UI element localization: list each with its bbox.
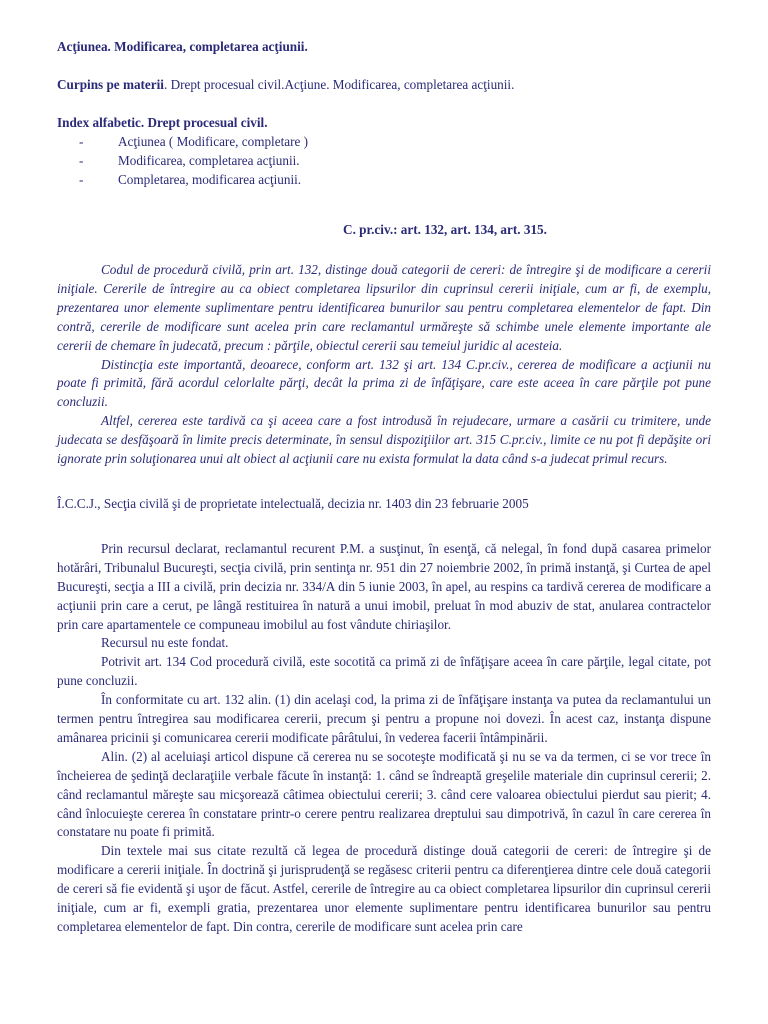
- legal-reference: C. pr.civ.: art. 132, art. 134, art. 315.: [343, 222, 547, 237]
- index-item: [57, 132, 711, 151]
- cuprins-line: [57, 76, 711, 94]
- body-paragraph: În conformitate cu art. 132 alin. (1) din acelaşi cod, la prima zi de înfăţişare instanţa va putea da reclamantului un termen pentru întregirea sau modificarea cererii, precum şi pentru a propune noi dovezi. În acest caz, instanţa dispune amânarea pricinii şi comunicarea cererii modificate pârâtului, în vederea facerii întâmpinării.: [57, 692, 711, 745]
- index-text: Modificarea, completarea acţiunii.: [118, 153, 300, 168]
- index-dash: -: [79, 172, 84, 187]
- cuprins-label: Curpins pe materii: [57, 77, 164, 92]
- body-paragraph: Prin recursul declarat, reclamantul recurent P.M. a susţinut, în esenţă, că nelegal, în fond după casarea primelor hotărâri, Tribunalul Bucureşti, secţia civilă, prin sentinţa nr. 951 din 27 noiembrie 2002, în primă instanţă, şi Curtea de apel Bucureşti, secţia a III a civilă, prin decizia nr. 334/A din 5 iunie 2003, în apel, au respins ca tardivă cererea de modificare a acţiunii prin care a cerut, pe lângă restituirea în natură a unui imobil, preluat în mod abuziv de stat, anularea contractelor prin care apartamentele ce compuneau imobilul au fost vândute chiriaşilor.: [57, 540, 711, 632]
- body-paragraph: Potrivit art. 134 Cod procedură civilă, este socotită ca primă zi de înfăţişare aceea în care părţile, legal citate, pot pune concluzii.: [57, 654, 711, 689]
- body-paragraph: Din textele mai sus citate rezultă că legea de procedură distinge două categorii de cereri: de întregire şi de modificare a cererii iniţiale. În doctrină şi jurisprudenţă se regăsesc criterii pentru ca diferenţierea dintre cele două categorii de cereri să fie evidentă şi uşor de făcut. Astfel, cererile de întregire au ca obiect completarea lipsurilor din cuprinsul cererii iniţiale, cum ar fi, exempli gratia, prezentarea unor elemente suplimentare pentru identificarea bunurilor sau pentru completarea elementelor de fapt. Din contra, cererile de modificare sunt acelea prin care: [57, 843, 711, 934]
- index-text: Acţiunea ( Modificare, completare ): [118, 134, 309, 149]
- index-dash: -: [79, 153, 84, 168]
- summary-paragraph: Altfel, cererea este tardivă ca şi aceea care a fost introdusă în rejudecare, urmare a casării cu trimitere, unde judecata se desfăşoară în limite precis determinate, în sensul dispoziţiilor art. 315 C.pr.civ., limite ce nu pot fi depăşite ori ignorate prin soluţionarea unui alt obiect al acţiunii care nu exista formulat la data când s-a judecat primul recurs.: [57, 413, 711, 467]
- index-dash: -: [79, 134, 84, 149]
- index-item: [57, 151, 711, 170]
- index-item: [57, 170, 711, 189]
- body-paragraph: Recursul nu este fondat.: [101, 635, 229, 651]
- summary-paragraph: Codul de procedură civilă, prin art. 132, distinge două categorii de cereri: de întregire şi de modificare a cererii iniţiale. Cererile de întregire au ca obiect completarea lipsurilor din cuprinsul cererii iniţiale, cum ar fi, de exemplu, prezentarea unor elemente suplimentare pentru identificarea bunurilor sau pentru completarea elementelor de fapt. Din contră, cererile de modificare sunt acelea prin care reclamantul urmăreşte să schimbe unele elemente importante ale cererii de chemare în judecată, precum : părţile, obiectul cererii sau temeiul juridic al acesteia.: [57, 262, 711, 353]
- body-paragraph: Alin. (2) al aceluiaşi articol dispune că cererea nu se socoteşte modificată şi nu se va da termen, ci se vor trece în încheierea de şedinţă declaraţiile verbale făcute în instanţă: 1. când se îndreaptă greşelile materiale din cuprinsul cererii; 2. când reclamantul măreşte sau micşorează câtimea obiectului cererii; 3. când cere valoarea obiectului pierdut sau pierit; 4. când înlocuieşte cererea în constatare printr-o cerere pentru realizarea dreptului sau dimpotrivă, în cazul în care cererea în constatare nu poate fi primită.: [57, 748, 711, 840]
- document-page: [57, 38, 711, 937]
- document-title: Acţiunea. Modificarea, completarea acţiunii.: [57, 39, 308, 54]
- summary-paragraph: Distincţia este importantă, deoarece, conform art. 132 şi art. 134 C.pr.civ., cererea de modificare a acţiunii nu poate fi primită, fără acordul celorlalte părţi, decât la prima zi de înfăţişare, care este aceea în care părţile pot pune concluzii.: [57, 356, 711, 410]
- cuprins-text: . Drept procesual civil.Acţiune. Modificarea, completarea acţiunii.: [163, 77, 515, 92]
- index-title: Index alfabetic. Drept procesual civil.: [57, 115, 268, 130]
- decision-reference: Î.C.C.J., Secţia civilă şi de proprietate intelectuală, decizia nr. 1403 din 23 februarie 2005: [57, 495, 529, 511]
- index-list: [57, 132, 711, 189]
- index-text: Completarea, modificarea acţiunii.: [118, 172, 302, 187]
